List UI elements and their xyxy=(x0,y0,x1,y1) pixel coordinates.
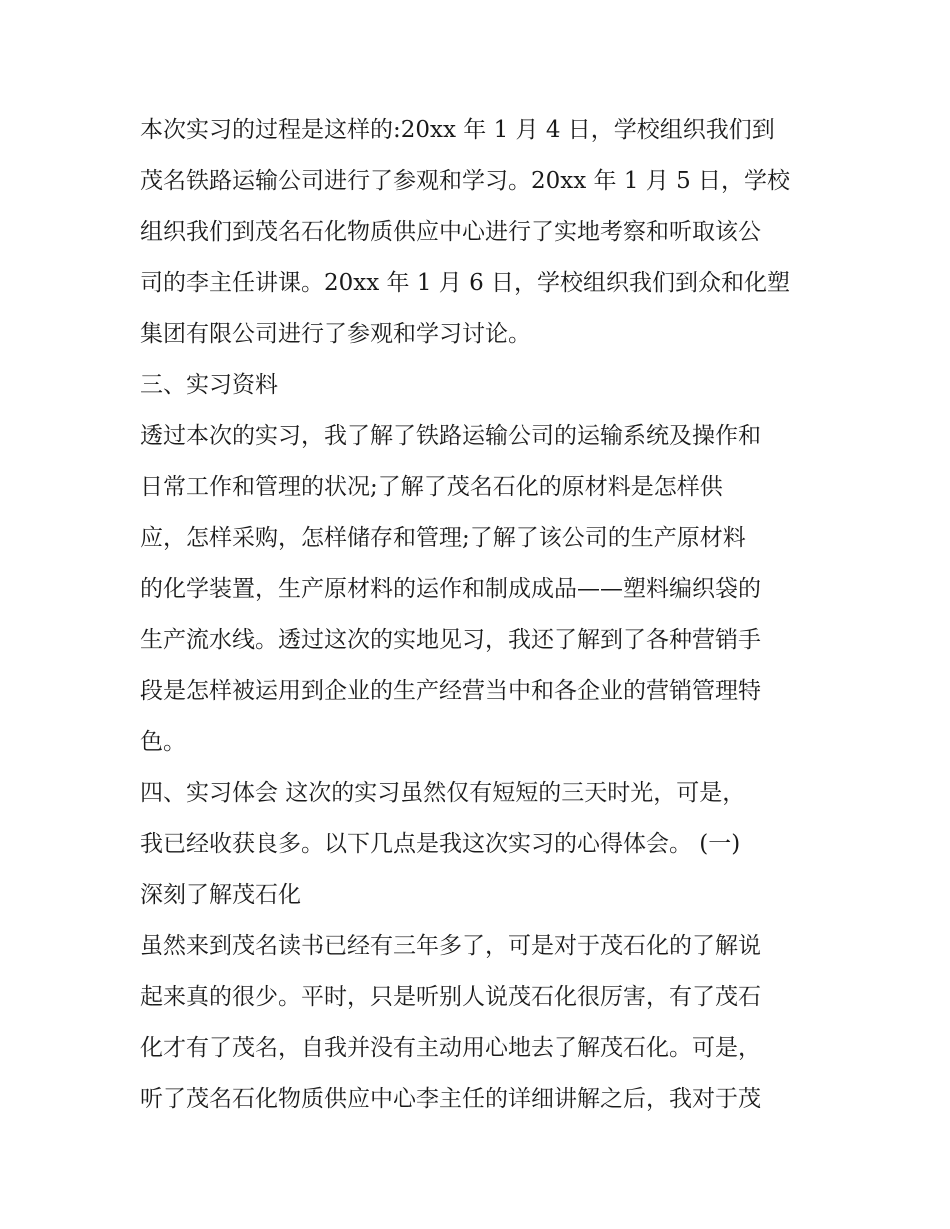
text-line: 集团有限公司进行了参观和学习讨论。 xyxy=(140,321,531,347)
text-line: 组织我们到茂名石化物质供应中心进行了实地考察和听取该公 xyxy=(140,219,761,245)
text-line: 段是怎样被运用到企业的生产经营当中和各企业的营销管理特 xyxy=(140,678,761,704)
document-body xyxy=(140,105,820,1125)
text-line: 化才有了茂名，自我并没有主动用心地去了解茂石化。可是， xyxy=(140,1035,761,1061)
text-line: 我已经收获良多。以下几点是我这次实习的心得体会。 (一) xyxy=(140,831,741,857)
text-line: 色。 xyxy=(140,729,186,755)
text-line: 透过本次的实习，我了解了铁路运输公司的运输系统及操作和 xyxy=(140,423,761,449)
subsection-heading: 深刻了解茂石化 xyxy=(140,882,301,908)
text-line: 的化学装置，生产原材料的运作和制成成品——塑料编织袋的 xyxy=(140,576,761,602)
text-line: 生产流水线。透过这次的实地见习，我还了解到了各种营销手 xyxy=(140,627,761,653)
text-line: 听了茂名石化物质供应中心李主任的详细讲解之后，我对于茂 xyxy=(140,1086,761,1112)
text-line: 应，怎样采购，怎样储存和管理;了解了该公司的生产原材料 xyxy=(140,525,746,551)
section-heading: 三、实习资料 xyxy=(140,372,278,398)
section-heading: 四、实习体会 这次的实习虽然仅有短短的三天时光，可是， xyxy=(140,780,746,806)
text-line: 茂名铁路运输公司进行了参观和学习。20xx 年 1 月 5 日，学校 xyxy=(140,168,791,194)
text-line: 司的李主任讲课。20xx 年 1 月 6 日，学校组织我们到众和化塑 xyxy=(140,270,791,296)
text-line: 起来真的很少。平时，只是听别人说茂石化很厉害，有了茂石 xyxy=(140,984,761,1010)
text-line: 本次实习的过程是这样的:20xx 年 1 月 4 日，学校组织我们到 xyxy=(140,117,775,143)
text-line: 日常工作和管理的状况;了解了茂名石化的原材料是怎样供 xyxy=(140,474,723,500)
text-line: 虽然来到茂名读书已经有三年多了，可是对于茂石化的了解说 xyxy=(140,933,761,959)
